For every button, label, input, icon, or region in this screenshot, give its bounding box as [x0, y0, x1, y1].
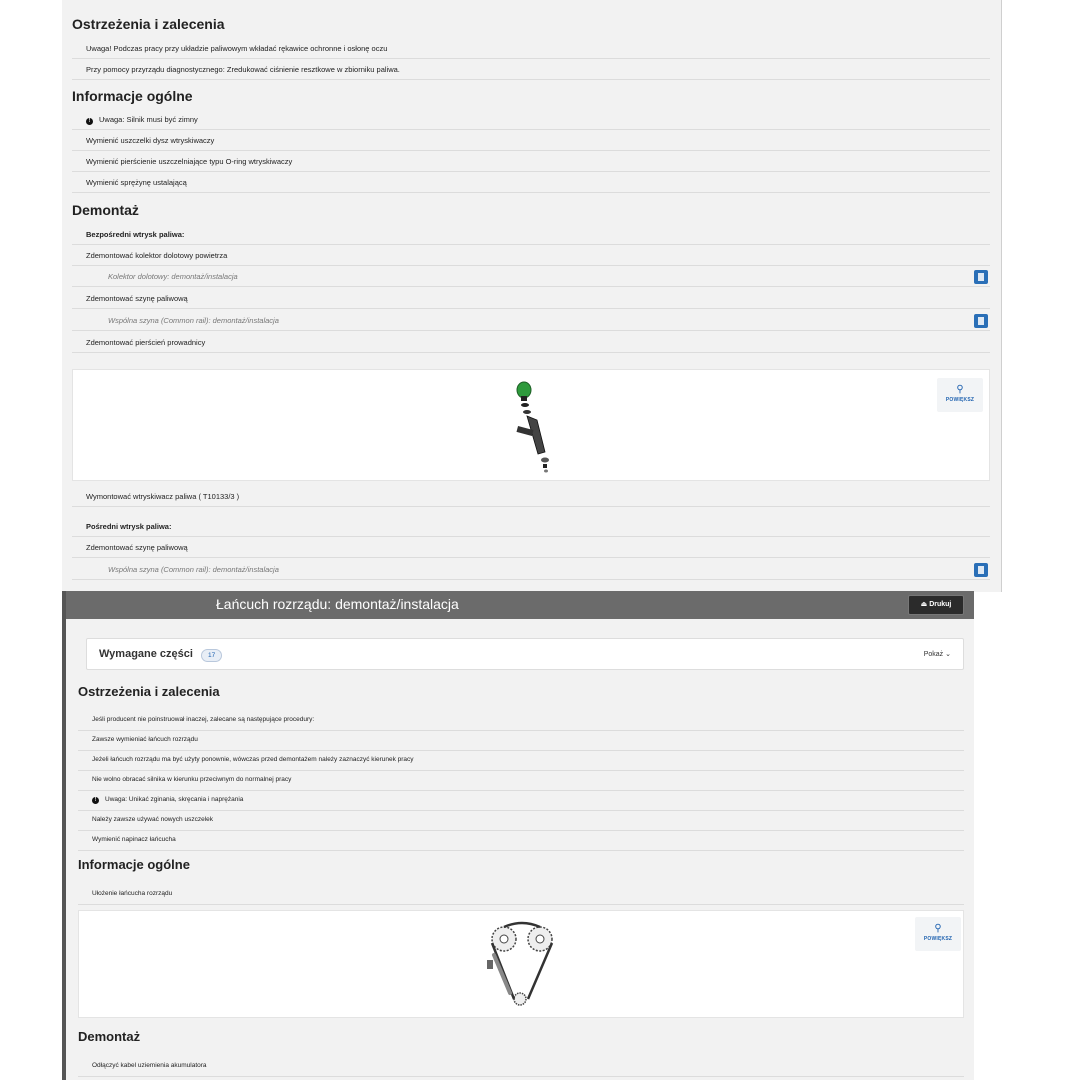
show-parts-toggle[interactable]	[924, 650, 951, 658]
procedure-link-row[interactable]	[72, 561, 990, 580]
general-warning-text: Uwaga: Silnik musi być zimny	[99, 115, 198, 124]
removal-step: Zdemontować szynę paliwową	[72, 539, 990, 558]
required-parts-title: Wymagane części	[99, 648, 193, 660]
timing-chain-illustration-box	[78, 910, 964, 1018]
zoom-button[interactable]: ⚲ POWIĘKSZ	[937, 378, 983, 412]
procedure-link[interactable]: Wspólna szyna (Common rail): demontaż/instalacja	[108, 316, 279, 325]
warning-row	[78, 791, 964, 811]
warning-icon: !	[86, 118, 93, 125]
search-icon: ⚲	[934, 923, 942, 934]
procedure-link[interactable]: Kolektor dolotowy: demontaż/instalacja	[108, 272, 238, 281]
procedure-link-row[interactable]	[72, 268, 990, 287]
removal-step: Zdemontować szynę paliwową	[72, 290, 990, 309]
warning-row: Wymienić napinacz łańcucha	[78, 831, 964, 851]
removal-step: Zdemontować kolektor dolotowy powietrza	[72, 247, 990, 266]
required-parts-card[interactable]	[86, 638, 964, 670]
removal-step: Wymontować wtryskiwacz paliwa ( T10133/3 )	[72, 488, 990, 507]
page-title-bar	[66, 591, 974, 619]
search-icon: ⚲	[956, 384, 964, 395]
injector-illustration-box	[72, 369, 990, 481]
warning-row: Uwaga! Podczas pracy przy układzie paliwowym wkładać rękawice ochronne i osłonę oczu	[72, 40, 990, 59]
general-row: Wymienić uszczelki dysz wtryskiwaczy	[72, 132, 990, 151]
procedure-link-row[interactable]	[72, 312, 990, 331]
general-info-heading: Informacje ogólne	[78, 857, 190, 872]
warning-row: Jeśli producent nie poinstruował inaczej, zalecane są następujące procedury:	[78, 711, 964, 731]
document-link-icon[interactable]	[974, 563, 988, 577]
removal-step: Odłączyć kabel uziemienia akumulatora	[78, 1057, 964, 1077]
timing-chain-illustration	[484, 915, 564, 1015]
print-icon: ⏏	[920, 601, 928, 608]
removal-heading: Demontaż	[72, 202, 139, 218]
warning-row: Nie wolno obracać silnika w kierunku przeciwnym do normalnej pracy	[78, 771, 964, 791]
warnings-heading: Ostrzeżenia i zalecenia	[72, 16, 225, 32]
previous-procedure-panel	[62, 0, 1002, 592]
direct-injection-label: Bezpośredni wtrysk paliwa:	[72, 226, 990, 245]
general-row: Wymienić pierścienie uszczelniające typu O-ring wtryskiwaczy	[72, 153, 990, 172]
warning-icon: !	[92, 797, 99, 804]
print-button[interactable]	[908, 595, 964, 615]
document-link-icon[interactable]	[974, 314, 988, 328]
page-title: Łańcuch rozrządu: demontaż/instalacja	[216, 596, 459, 612]
document-link-icon[interactable]	[974, 270, 988, 284]
zoom-button[interactable]: ⚲ POWIĘKSZ	[915, 917, 961, 951]
general-info-heading: Informacje ogólne	[72, 88, 193, 104]
general-row: Wymienić sprężynę ustalającą	[72, 174, 990, 193]
chevron-down-icon: ⌄	[945, 651, 951, 658]
show-label: Pokaż	[923, 651, 944, 658]
general-row: Ułożenie łańcucha rozrządu	[78, 885, 964, 905]
timing-chain-procedure-panel	[62, 591, 974, 1080]
parts-count-badge: 17	[201, 649, 222, 662]
general-warning-row	[72, 111, 990, 130]
warning-text: Uwaga: Unikać zginania, skręcania i naprężania	[105, 796, 244, 803]
fuel-injector-illustration	[501, 372, 581, 482]
warning-row: Jeżeli łańcuch rozrządu ma być użyty ponownie, wówczas przed demontażem należy zaznaczyć kierunek pracy	[78, 751, 964, 771]
procedure-link[interactable]: Wspólna szyna (Common rail): demontaż/instalacja	[108, 565, 279, 574]
warning-row: Przy pomocy przyrządu diagnostycznego: Zredukować ciśnienie resztkowe w zbiorniku paliwa.	[72, 61, 990, 80]
removal-heading: Demontaż	[78, 1029, 141, 1044]
warning-row: Należy zawsze używać nowych uszczelek	[78, 811, 964, 831]
print-label: Drukuj	[929, 601, 952, 608]
removal-step: Zdemontować pierścień prowadnicy	[72, 334, 990, 353]
warning-row: Zawsze wymieniać łańcuch rozrządu	[78, 731, 964, 751]
warnings-heading: Ostrzeżenia i zalecenia	[78, 684, 220, 699]
indirect-injection-label: Pośredni wtrysk paliwa:	[72, 518, 990, 537]
